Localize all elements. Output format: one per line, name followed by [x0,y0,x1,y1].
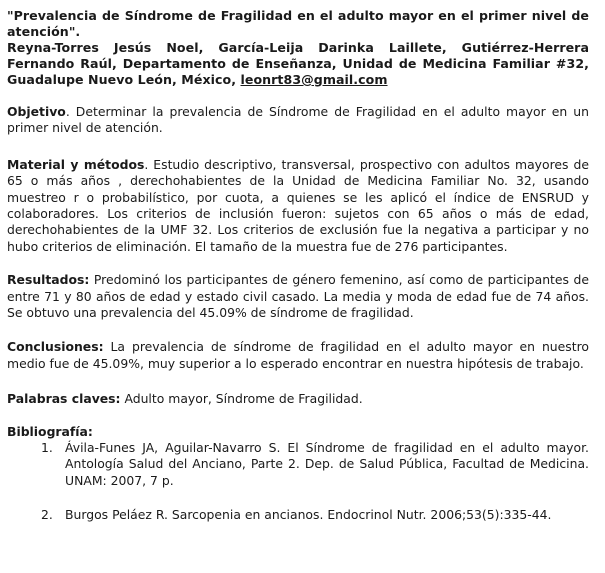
section-text-objetivo: . Determinar la prevalencia de Síndrome de Fragilidad en el adulto mayor en un primer nivel de atención. [7,104,589,136]
reference-item [41,507,589,523]
section-heading-conclusiones: Conclusiones: [7,339,104,355]
section-text-material: . Estudio descriptivo, transversal, prospectivo con adultos mayores de 65 o más años , derechohabientes de la Unidad de Medicina Familiar No. 32, usando muestreo r o probabilístico, por cuota, a quienes se les aplicó el índice de ENSRUD y colaboradores. Los criterios de inclusión fueron: sujetos con 65 años o más de edad, derechohabientes de la UMF 32. Los criterios de exclusión fue la negativa a participar y no hubo criterios de eliminación. El tamaño de la muestra fue de 276 participantes. [7,156,589,254]
reference-item [41,440,589,489]
reference-text: Ávila-Funes JA, Aguilar-Navarro S. El Síndrome de fragilidad en el adulto mayor. Antología Salud del Anciano, Parte 2. Dep. de Salud Pública, Facultad de Medicina. UNAM: 2007, 7 p. [65,440,589,488]
section-heading-palabras: Palabras claves: [7,391,121,407]
author-email-link[interactable]: leonrt83@gmail.com [240,72,388,87]
section-heading-material: Material y métodos [7,156,145,172]
authors-text: Reyna-Torres Jesús Noel, García-Leija Darinka Laillete, Gutiérrez-Herrera Fernando Raúl, Departamento de Enseñanza, Unidad de Medicina Familiar #32, Guadalupe Nuevo León, México, [7,40,589,87]
section-palabras-claves [7,391,589,407]
section-conclusiones [7,339,589,372]
section-text-palabras: Adulto mayor, Síndrome de Fragilidad. [120,391,363,407]
author-affiliation [7,40,589,88]
section-bibliografia [7,424,589,523]
section-text-resultados: Predominó los participantes de género femenino, así como de participantes de entre 71 y 80 años de edad y estado civil casado. La media y moda de edad fue de 74 años. Se obtuvo una prevalencia del 45.09% de síndrome de fragilidad. [7,272,589,321]
section-objetivo [7,104,589,137]
reference-number: 2. [41,506,53,522]
reference-number: 1. [41,440,53,456]
paper-title: "Prevalencia de Síndrome de Fragilidad en el adulto mayor en el primer nivel de atención". [7,8,589,39]
section-heading-objetivo: Objetivo [7,104,66,119]
reference-list [7,440,589,523]
reference-text: Burgos Peláez R. Sarcopenia en ancianos. Endocrinol Nutr. 2006;53(5):335-44. [65,506,552,522]
section-heading-resultados: Resultados: [7,272,90,288]
section-heading-bibliografia: Bibliografía: [7,423,93,439]
section-resultados [7,272,589,321]
section-material-metodos [7,157,589,255]
section-text-conclusiones: La prevalencia de síndrome de fragilidad en el adulto mayor en nuestro medio fue de 45.09%, muy superior a lo esperado encontrar en nuestra hipótesis de trabajo. [7,339,589,371]
